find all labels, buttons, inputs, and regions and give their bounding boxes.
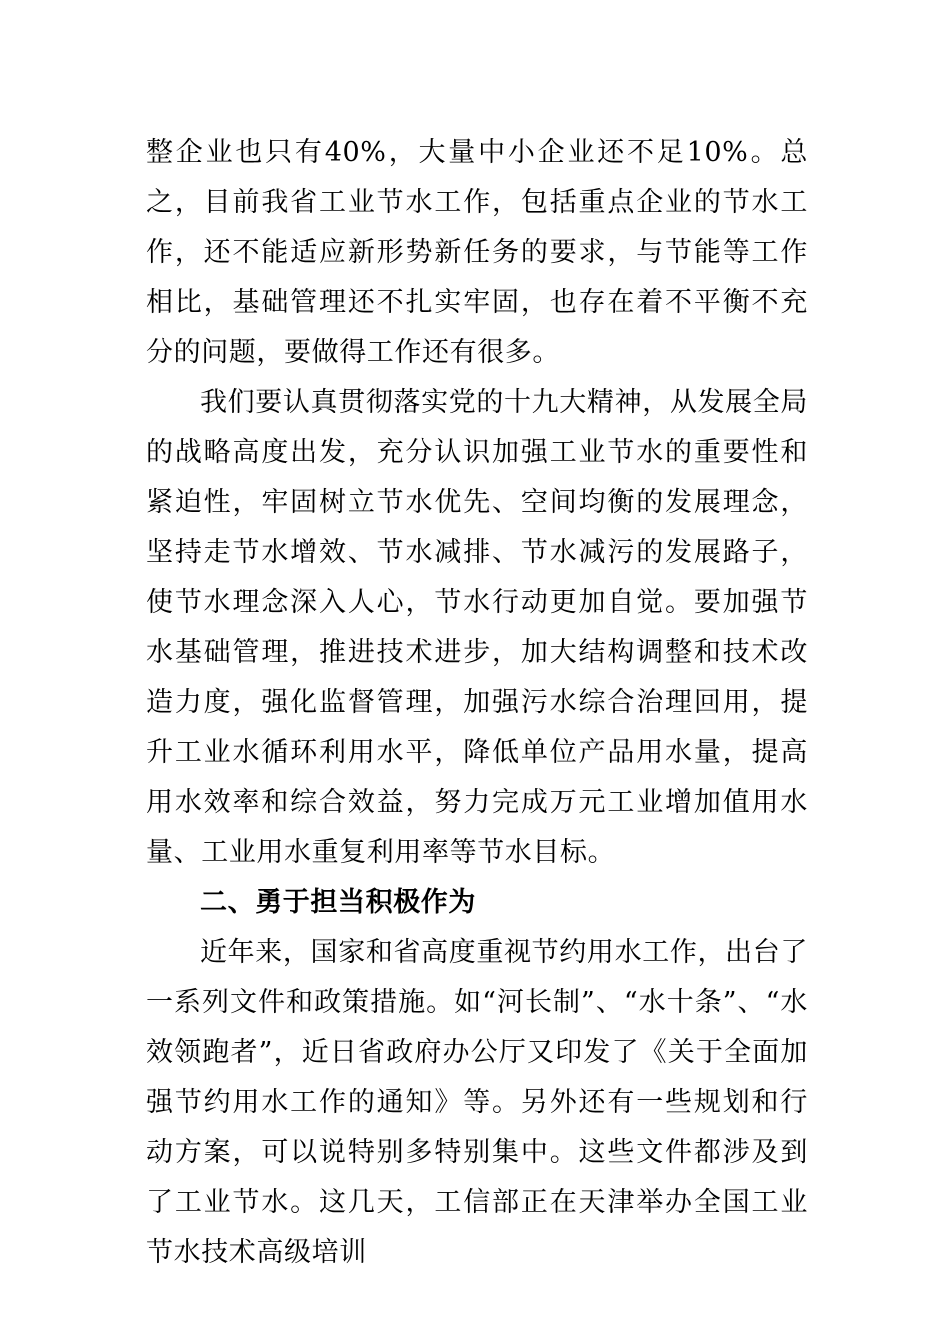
document-body [146, 128, 808, 1278]
paragraph-continuation: 整企业也只有40%，大量中小企业还不足10%。总之，目前我省工业节水工作，包括重点企业的节水工作，还不能适应新形势新任务的要求，与节能等工作相比，基础管理还不扎实牢固，也存在着不平衡不充分的问题，要做得工作还有很多。 [146, 137, 808, 368]
paragraph-party-spirit: 我们要认真贯彻落实党的十九大精神，从发展全局的战略高度出发，充分认识加强工业节水的重要性和紧迫性，牢固树立节水优先、空间均衡的发展理念，坚持走节水增效、节水减排、节水减污的发展路子，使节水理念深入人心，节水行动更加自觉。要加强节水基础管理，推进技术进步，加大结构调整和技术改造力度，强化监督管理，加强污水综合治理回用，提升工业水循环利用水平，降低单位产品用水量，提高用水效率和综合效益，努力完成万元工业增加值用水量、工业用水重复利用率等节水目标。 [146, 387, 808, 868]
section-heading: 二、勇于担当积极作为 [200, 887, 476, 918]
paragraph-policies: 近年来，国家和省高度重视节约用水工作，出台了一系列文件和政策措施。如“河长制”、“水十条”、“水效领跑者”，近日省政府办公厅又印发了《关于全面加强节约用水工作的通知》等。另外还有一些规划和行动方案，可以说特别多特别集中。这些文件都涉及到了工业节水。这几天，工信部正在天津举办全国工业节水技术高级培训 [146, 937, 808, 1268]
